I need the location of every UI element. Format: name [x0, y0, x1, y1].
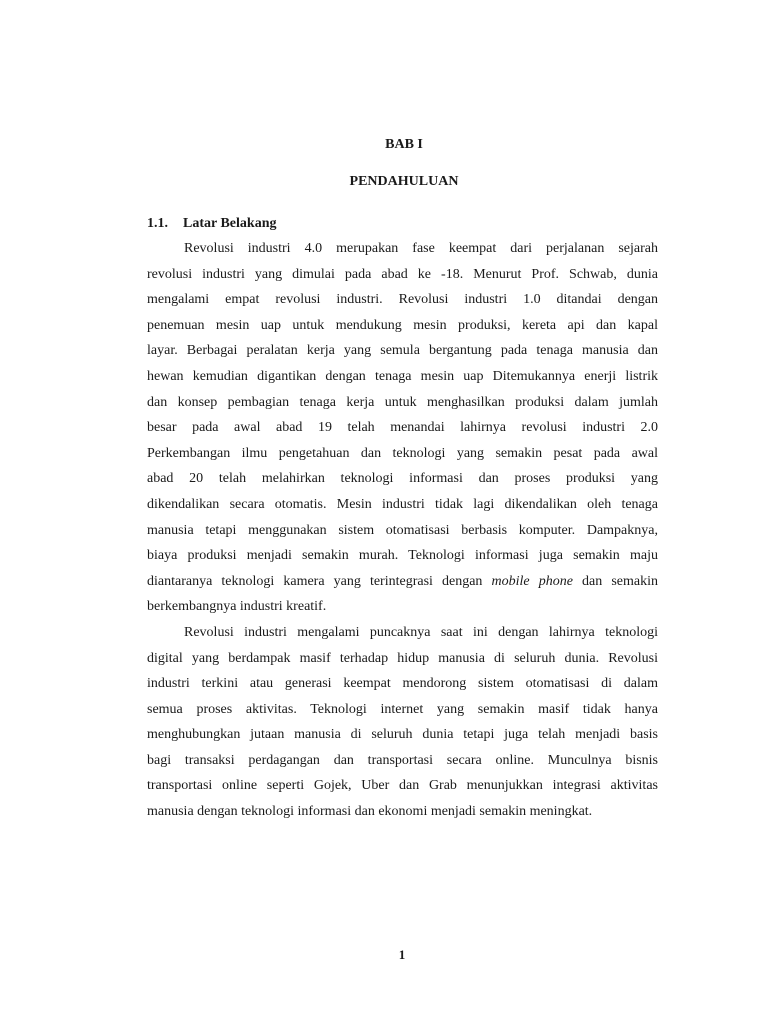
- text-line: revolusi industri yang dimulai pada abad ke -18. Menurut Prof. Schwab, dunia: [147, 266, 658, 282]
- text-line: industri terkini atau generasi keempat mendorong sistem otomatisasi di dalam: [147, 676, 658, 692]
- text-line: bagi transaksi perdagangan dan transportasi secara online. Munculnya bisnis: [147, 752, 658, 768]
- text-line: berkembangnya industri kreatif.: [147, 599, 327, 615]
- paragraph-2: [147, 620, 658, 825]
- text-line: besar pada awal abad 19 telah menandai lahirnya revolusi industri 2.0: [147, 420, 658, 436]
- italic-term: mobile phone: [491, 573, 573, 589]
- page-number: 1: [398, 947, 406, 962]
- text-line: Revolusi industri 4.0 merupakan fase keempat dari perjalanan sejarah: [184, 241, 658, 256]
- text-line: biaya produksi menjadi semakin murah. Teknologi informasi juga semakin maju: [147, 548, 658, 564]
- text-line: digital yang berdampak masif terhadap hidup manusia di seluruh dunia. Revolusi: [147, 650, 658, 666]
- section-heading: [147, 214, 276, 234]
- text-line: manusia dengan teknologi informasi dan ekonomi menjadi semakin meningkat.: [147, 804, 593, 820]
- text-line: menghubungkan jutaan manusia di seluruh dunia tetapi juga telah menjadi basis: [147, 727, 658, 743]
- text-line: dan konsep pembagian tenaga kerja untuk menghasilkan produksi dalam jumlah: [147, 394, 658, 410]
- section-title: Latar Belakang: [183, 216, 277, 231]
- section-number: 1.1.: [147, 216, 168, 231]
- text-line: abad 20 telah melahirkan teknologi informasi dan proses produksi yang: [147, 471, 658, 487]
- text-line: penemuan mesin uap untuk mendukung mesin produksi, kereta api dan kapal: [147, 317, 658, 333]
- body-text: [147, 236, 658, 825]
- chapter-title: PENDAHULUAN: [349, 174, 459, 189]
- text-line: semua proses aktivitas. Teknologi internet yang semakin masif tidak hanya: [147, 701, 658, 717]
- text-line: transportasi online seperti Gojek, Uber dan Grab menunjukkan integrasi aktivitas: [147, 778, 658, 794]
- text-fragment: dan semakin: [572, 573, 658, 589]
- text-line: Perkembangan ilmu pengetahuan dan teknologi yang semakin pesat pada awal: [147, 445, 658, 461]
- text-line: mengalami empat revolusi industri. Revolusi industri 1.0 ditandai dengan: [147, 292, 658, 308]
- text-line: layar. Berbagai peralatan kerja yang semula bergantung pada tenaga manusia dan: [147, 343, 658, 359]
- text-line: Revolusi industri mengalami puncaknya saat ini dengan lahirnya teknologi: [184, 624, 658, 640]
- text-line: dikendalikan secara otomatis. Mesin industri tidak lagi dikendalikan oleh tenaga: [147, 496, 658, 512]
- text-line-italic: [147, 569, 658, 595]
- text-line: manusia tetapi menggunakan sistem otomatisasi berbasis komputer. Dampaknya,: [147, 522, 658, 538]
- paragraph-1: [147, 236, 658, 620]
- text-fragment: diantaranya teknologi kamera yang terintegrasi dengan: [147, 573, 492, 589]
- text-line: hewan kemudian digantikan dengan tenaga mesin uap Ditemukannya enerji listrik: [147, 368, 658, 384]
- chapter-label: BAB I: [385, 137, 423, 152]
